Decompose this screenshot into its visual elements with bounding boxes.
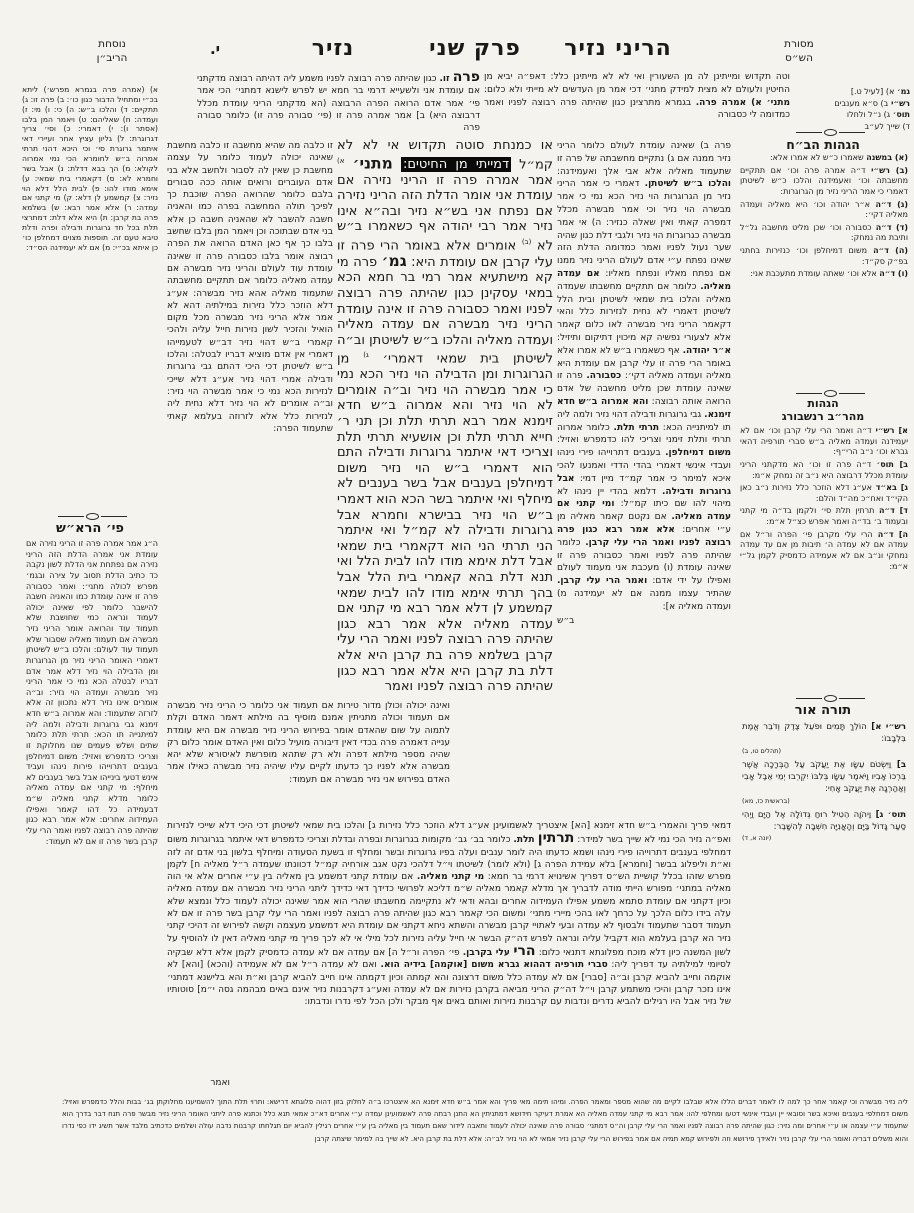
torah-or-verse: רש״י א] הוֹלֵךְ תָּמִים וּפֹעֵל צֶדֶק וְדֹבֵר אֱמֶת בִּלְבָבוֹ: (742, 722, 906, 745)
tosafot-mid-block: ואינה יכולה וכולן מדור טירות אם תעמוד אני כלומר כי הריני נזיר מבשרה אם תעמוד וכולה מתניתין אמנם מוסיף בה מילתא דאמר האדם וקלת לתמוה על שום שהאדם אומר בפירוש הריני נזיר מבשרה אם היא עומדת ענייה דאמרה פרה בכדי דאין דיבורה מועיל כלום ואין האדם אומר כלום רק שהיה מספר מילתא דפרה ולא רק שתהא מופרשת לאיסורא שלא יהא מבשרה אלא לפניו כך כדעתו לקיים עליו שיהיה נזיר מבשרה כאילו אמר האדם בפירוש אני נזיר מבשרה אם תעמוד: (167, 701, 450, 785)
bach-entry: (ב) רש״י ד״ה אמרה פרה וכו׳ אם תתקיים מחשבתה וכו׳ ואעמידנה והלכו כ״ש לשיטתן דאמרי כי אמר הריני נזיר מן הגרוגרות: (740, 165, 908, 196)
bach-entry: (ה) ד״ה משום דמיחלפן וכו׳ כנזירות בחתני בפ״ק סק״ד: (740, 246, 908, 266)
torah-or-source: (יונה א, ד) (742, 834, 772, 843)
page-title-perek: פרק שני (429, 36, 521, 61)
masoret-hashas-label (755, 38, 843, 72)
pi-harosh-text: ה״ג אמר אמרה פרה זו הריני נזירה אם עומדת אני אמרה הדלת הזה הריני נזירה אם נפתחת אני הדלת לשון נקבה כד כתיב הדלת תסוב על צירה ובגמ׳ מפרש לכולה מתני׳: ואמר כסבורה פרה זו אינה עומדת כמו והאניה חשבה להישבר כלומר לפי שאינה יכולה לעמוד ונראה כמי שחושבת שלא תעמוד עוד והרואה אומר הריני נזיר מבשרה אם תעמוד מאליה שסבור שלא תעמוד עוד לעולם: והלכו ב״ש לשיטתן דאמרי האומר הריני נזיר מן הגרוגרות ומן הדבילה הוי נזיר דלא אמר אדם דבריו לבטלה הכא נמי כי אמר הריני נזיר מבשרה ועמדה הוי נזיר: וב״ה אומרים אינו נזיר דלא נתכוון זה אלא לזרזה שתעמוד: והא אמרוה ב״ש חדא זימנא גבי גרוגרות ודבילה ולמה ליה למיתנייה תו הכא: תרתי תלת כלומר שתים ושלש פעמים שנו מחלוקת זו וצריכי כדמפרש ואזיל: משום דמיחלפן בענבים דתרוייהו פירות נינהו ועביד אינש דטעי בינייהו אבל בשר בענבים לא מיחלף: מי קתני אם עמדה מאליה כלומר מדלא קתני מאליה ש״מ דבעמידה כל דהו קאמר ואפילו העמידוה אחרים: אלא אמר רבא כגון שהיתה פרה רבוצה לפניו ואמר הרי עלי קרבן בשר פרה זו אם לא תעמוד: (26, 539, 158, 846)
bottom-continuation-block: ליה נזיר מבשרה וכי קאמר אחר כך למה לו לאמר דברים הללו אלא שבלבו לקיים מה שהוא מספר ומאמר הפרה. ומיהו תימה מאי פריך והא אמר ב״ש חדא זימנא הא איצטרכו ב״ה לחלוק בזון דהוה פלוגתא דרישא: ותרוי תלת התוך להשמיענו מחלוקתן בג׳ בבות והלל כדמפרש ואזיל: משום דמחלפי בענבים ואיכא בשר וסובאי יין ועבדי אינשי דטעו ומחלפי להו: אמר רבא מי קתני עמדה מאליה הא אמרת דעיקר חידושא דמתניתין הא התנן רבתה פרה לאשמועינן עמדה ע״י אחרים דא״כ אמאי תנא כלל וכתנא פרה ליתני האומר הריני נזיר מבשר פרה תנח דבר בדרך הוא שתעמוד ע״י עצמה או ע״י אחרים ומה נזיר: כגון שהיתה פרה רבוצה לפניו ואמר הרי עלי קרבן וה״ס דמתני׳ סבורה פרה שאינה יכולה לעמוד ותאבה לידור שאם תעמוד בין מאליה בין ע״י אחרים רגילין להביא יום תגלחתו קרבנות נדבה עולה ושלמים כדכתיב מלבד אשר תשיג ידו כפי נדרו והוא משלים דבריה ואומר הרי עלי קרבן נזיר ולאידך פירושא וזה ולפירוש קמא תמיה אם אמר בפירוש הרי עלי קרבן נזיר אמאי לא הוי נזיר לב״ה: אלא דלת בת קרבן היא. לא שייך בה למימר שיצתה קרבן (62, 1098, 908, 1143)
tosafot-wide-block: דמאי פריך והאמרי ב״ש חדא זימנא [הא] איצטריך לאשמועינן אע״ג דלא הוזכר כלל נזירות ג] והלכו בית שמאי לשיטתן דכי היכי דלא שייכי לנזירות ואפ״ה נזיר הכי נמי לא שייך בשר למידר: תרתין תלת. כלומר בב׳ גב׳ מקומות בגרוגרות ובפרה ובדלת וצריכי כדמפרש דאי איתמר בגרוגרות משום דמחלפי בענבים דתרוייהו פירי נינהו ושמא כדעתו היה לומר ענבים ועלה בפיו גרוגרות ובשר ומחלף זו בשעת הסעודה ומיחלף בלשון בני אדם זה לזה וא״ת וליפלוג בבשר [וחמרא] בלא עמידת הפרה ג] (ולא לומר) לשיטתו וי״ל דלהכי נקט אגב אורחיה קמ״ל דכוונתו שעמדה ר״ל מאליה ח] לקמן מפרש שזהו בכלל קושיית הש״ס דפריך אשינויא דרמי בר חמא: מי קתני מאליה. אם עומדת קתני דמשמע בין מאליה בין ע״י אחרים אלא אי הוה מאליה במתני׳ מפורש הייתי מודה לדבריך אך מדלא קאמר מאליה ש״מ דליכא לפרושי כדידך דאי כדידך ליתני הריני נזיר מבשרה אם עמדה מאליה וכיון דקתני אם עומדת סתמא משמע אפילו העמידוה אחרים ובהא ודאי לא נתקיימה מחשבתו שהרי הוא אמר שאינה יכולה לעמוד כלל ונמצא שלא עלה בידו כלום הלכך על כרחך לאו בהכי מיירי מתני׳ ומשום הכי קאמר רבא כגון שהיתה פרה רבוצה לפניו ואמר הרי עלי קרבן בשר פרה זו אם לא תעמוד דסבר שתעמוד ולבסוף לא עמדה ובעי לאתויי קרבן מבשרה והשתא ניחא דקתני אם עומדת היא דמשמע מעצמה וקשה לפירוש זה דהיכי קתני נזיר הא קרבן בעלמא הוא דקביל עליה ונראה לפרש דה״ק הבשר אי חייל עליה נזירות לכל מילי אי לא לכך פריך מי קתני מאליה דאין לו להוסיף על לשון המשנה כיון דלא מוכח מפלוגתא דתנאי כלום: הרי עלי בקרבן. פי׳ הפרה ור״ל ה] אם עמדה אם לא עמדה כדמסיק לקמן אלא דלא שבקיה לסיומי למילתיה עד דפריך ליה: סברי תורפיה דההוא גברא משום [אוקמה] בידיה הוא. ואם לא עמדה ר״ל אם לא אעמידה (והכא) [והא] לא אוקמה וחייב להביא קרבן וב״ה [סברי] אם לא עמדה כלל משום דרצונה והא קמתה וכיון דקמתה אינו חייב להביא קרבן וא״ת והא בלישנא דמתני׳ אינו נזכר קרבן והיכי משתמע קרבן וי״ל דה״ק הריני מביאה בקרבן נזירות אם לא עמדה ואע״ג דקרבנות נזיר אינם באים מבהמה גסה י״מ] סוטותיו של נזיר אבל היו רגילים להביא נדרים ונדבות עם קרבנות נזירות ואותם באים אף מבקר ולכן הכל לפי נדרו ונדבתו: (167, 821, 731, 1008)
ranschburg-entry: ה] ד״ה הרי עלי מקרבן פי׳ הפרה ור״ל אם עמדה אם לא עמדה ה׳ תיבות מן אם עד עמדה נמחקי ונ״ב אם לא אעמידה כדמסיק לקמן גל״י א״מ: (740, 529, 908, 571)
pi-harosh-title: פי׳ הרא״ש (56, 521, 124, 536)
ranschburg-entry: ג] בא״ד אע״ג דלא הוזכר כלל נזירות נ״ב כאן הקי״ד ואח״כ מה״ד והלם: (740, 483, 908, 503)
masoret-hashas-entries (793, 86, 910, 134)
tosafot-catchword: ואמר (210, 1078, 230, 1088)
ranschburg-entry: א] רש״י ד״ה ואמר הרי עלי קרבן וכו׳ אם לא יעמידנה ועמדה מאליה ב״ש סברי תורפיה דהאי גברא וכו׳ נ״ב הרי״ף: (740, 426, 908, 457)
masoret-entry: תוס׳ ג) נ״ל ולחלו (846, 110, 910, 120)
bach-entry: (ד) ד״ה כסבורה וכו׳ שכן מליט מחשבה גל״ל ותיבת מה נמחק: (740, 222, 908, 243)
bach-entry: (א) במשנה שאמרו כ״ש לא אמרו אלא: (769, 153, 908, 162)
hagahot-ranschburg-text (740, 426, 908, 688)
nuschat-harivan-text: א) (אמרה פרה בגמרא מפרש׳) ליתא בכ״י ומתחיל הדבור כגון כו׳: ב) פרה זו: ג) תתקיים: ד) והלכו ב״ש: ה) כי: ו) מי: ז) ועמדה: ח) שאליהם: ט) ויאמר המן בלבו (אסתר ו): י) דאמרי: כ) וסי׳ צריך דגרוגרת: ל) גליון עציץ אחר ועיירי דאי איתמר גרוגרת סי׳ וכי היכא דהני תרתי אמרוה ב״ש לחומרא הכי נמי אמרוה לקולא: מ) הך בבא דדלת: נ) אבל בשר וחמרא לא: ס) דקאמרי בית שמאי: ע) אימא מודו להו: פ) לבית הלל דלא הוי נזיר: צ) קמשמע לן דלא: ק) מי קתני אם עמדה: ר) אלא אמר רבא: ש) בשלמא פרה בת קרבן: ת) היא אלא דלת: דמתרצי תלת בכל חד גרוגרות ודבילה ופרה ודלת טיבא טעם זה. תוספות מצוים דמחלפן כו׳ כן איתא בכ״י: מ) אם לא יעמידנה הס״ד: (22, 85, 158, 252)
section-divider-ornament (770, 694, 890, 702)
rashi-top-block: וטה תקדוש ומייתינן לה מן השעורין ואי לא לא מייתינן כלל: דאפ״ה יביא מן החיטין ולעולם לא מצית למידק מתני׳ דכי אמר מן העדשים לא מייתי ולא כלום: מתני׳ א) אמרה פרה. בגמרא מתרצינן כגון שהיתה פרה רבוצה לפניו ואמר כמדומה לי כסבורה (484, 72, 790, 121)
daf-number: י. (209, 40, 221, 58)
rivan-label-line1: נוסחת (98, 38, 126, 50)
page-title-chapter-name: הריני נזיר (564, 36, 672, 61)
ranschburg-title-line2: מהר״ב רנשבורג (781, 409, 865, 423)
hagahot-habach-text (740, 153, 908, 385)
torah-or-source: (תהלים טו, ב) (742, 746, 781, 755)
page-title-masechet: נזיר (311, 36, 355, 61)
torah-or-verse: ב] וַיִּשְׂטֹם עֵשָׂו אֶת יַעֲקֹב עַל הַבְּרָכָה אֲשֶׁר בֵּרְכוֹ אָבִיו וַיֹּאמֶר עֵשָׂו בְּלִבּוֹ יִקְרְבוּ יְמֵי אֵבֶל אָבִי וְאַהַרְגָה אֶת יַעֲקֹב אָחִי: (742, 759, 906, 795)
hagahot-habach-title: הגהות הב״ח (786, 137, 860, 152)
tosafot-top-block: פרה זו. כגון שהיתה פרה רבוצה לפניו משמע ליה דהיתה רבוצה מדקתני אם עומדת אני ולשעייא דרמי בר חמא יש לפרש לישנא דמתני׳ הכי אמר פי׳ אמר אדם הרואה הפרה הרבוצה (הא מדקתני הריני עומדת מכלל דרבוצה היא) ב] אמר אמרה פרה זו (פי׳ סבורה פרה זו) כלומר סבורה פרה (197, 71, 480, 134)
section-divider-ornament (770, 389, 890, 397)
ranschburg-entry: ב] תוס׳ ד״ה פרה זו וכו׳ הא מדקתני הריני עומדת מכלל דרבוצה היא נ״ב זה נמחק א״מ: (740, 459, 908, 480)
rivan-label-line2: הריב״ן (96, 51, 128, 64)
torah-or-text (742, 721, 906, 891)
masoret-label-line2: הש״ס (785, 51, 813, 64)
hagahot-ranschburg-title (748, 398, 898, 423)
torah-or-source: (בראשית כז, מא) (742, 796, 790, 805)
tosafot-column: זו כלבה מה שהיא מחשבה זו כלבה מחשבת שאינה יכולה לעמוד כלומר על עצמה מחשבת כן שאין לה לסבור ולחשב אלא בני אדם העוברים ורואים אותה ככה סבורים בלבם כלומר שהרואה הפרה שוכבת כך לפיכך תולה המחשבה בפרה כמו והאניה חשבה להשבר לא שהאניה חשבה כן אלא בני אדם שבתוכה וכן ויאמר המן בלבו שחשב בלבו כך אף כאן האדם הרואה את הפרה רבוצה אומר בלבו כסבורה פרה זו שאינה עומדת עוד לעולם והריני נזיר מבשרה אם עמדה מאליה כלומר אם תתקיים מחשבתה שתעמוד מאליה אהא נזיר מבשרה: אע״ג דלא הוזכר כלל נזירות במילתיה דהא לא אמר אלא הריני נזיר מבשרה מכל מקום הואיל והזכיר לשון נזירות חייל עליה ולהכי קאמרי ב״ש דהוי נזיר דב״ש לטעמייהו דאמרי אין אדם מוציא דבריו לבטלה: והלכו ב״ש לשיטתן דכי היכי דהתם גבי גרוגרות ודבילה אמרי דהוי נזיר אע״ג דלא שייכי לנזירות הכא נמי כי אמר מבשרה הוי נזיר: וב״ה אומרים לא הוי נזיר דלא נחית ליה לנזירות כלל אלא לזרוזה בעלמא קאתי שתעמוד הפרה: (167, 141, 333, 434)
nuschat-harivan-label (68, 38, 156, 72)
masoret-entry: גמ׳ א) [לעיל ט.] (850, 87, 910, 96)
rashi-column: פרה ב) שאינה עומדת לעולם כלומר הריני נזיר ממנה אם ג) נתקיים מחשבתה של פרה זו שתעמוד מאליה אלא אבי אלך ואעמידנה: והלכו ב״ש לשיטתן. דאמרי כי אמר הריני נזיר מן הגרוגרות הוי נזיר הכא נמי כי אמר מבשרה הוי נזיר וכי אמר מבשרה מכלל דמפרה קאתי ואין שאלה כנזיר: ה) אי אמר מבשרה כגרוגרות הוי נזיר ולגבי דלת כגון שהיה שער נעול לפניו ואמר כמדומה הדלת הזה שאינו נפתח ע״י אדם לעולם הריני נזיר ממנו אם נפתח מאליו ונפתח מאליו: אם עמדה מאליה. כלומר אם תתקיים מחשבתו שעמדה מאליה והלכו בית שמאי לשיטתן ובית הלל לשיטתן דאמרי לא נחית לנזירות כלל והאי דקאמר הריני נזיר מבשרה לאו כלום קאמר אלא לצעורי נפשיה קא מיכוין דתיקום ותיזיל: א״ר יהודה. אף כשאמרו ב״ש לא אמרו אלא באומר הרי פרה זו עלי קרבן אם עומדת היא מאליה ועמדה מאליה דקי׳: כסבורה. פרה זו שאינה עומדת שכן מליט מחשבה של אדם הרואה אותה רבוצה: והא אמרוה ב״ש חדא זימנא. גבי גרוגרות ודבילה דהוי נזיר ולמה ליה תו למיתנייה הכא: תרתי תלת. כלומר אמרוה תרתי ותלת זימני וצריכי להו כדמפרש ואזיל: משום דמיחלפן. בענבים דתרוייהו פירי נינהו ועבדי אינשי דאמרי בהדי הדדי ואמנעו להכי איכא למימר כי אמר קמ״ד מיין דמי: אבל גרוגרות ודבילה. דלמא בהדי יין נינהו לא מיהוי להו שם כיתו קמ״ל: ומי קתני אם עמדה מאליה. אם נקטם קאמר מאליה מן ע״י אחרים: אלא אמר רבא כגון פרה רבוצה לפניו ואמר הרי עלי קרבן. כלומר שהיתה פרה לפניו ואמר כסבורה פרה זו שאינה עומדת (ו) מעכבת אני מעמוד לעולם ואפילו על ידי אדם: ואמר הרי עלי קרבן. שהתיר עצמו ממנה אם לא יעמידנה מ) ועמדה מאליה א]: ב״ש (557, 141, 731, 627)
section-divider-ornament (32, 512, 152, 520)
torah-or-verse: תוס׳ ג] וַיהֹוָה הֵטִיל רוּחַ גְּדוֹלָה אֶל הַיָּם וַיְהִי סַעַר גָּדוֹל בַּיָּם וְהָאֳנִיָּה חִשְּׁבָה לְהִשָּׁבֵר: (742, 809, 906, 832)
bach-entry: (ג) ד״ה א״ר יהודה וכו׳ היא מאליה ועמדה מאליה דקי׳: (740, 199, 908, 220)
bach-entry: (ו) ד״ה אלא וכו׳ שאתה עומדת מתעכבת אני: (750, 269, 908, 279)
ranschburg-entry: ד] ד״ה תרתין תלת סי׳ ולקמן בד״ה מי קתני ובעמוד ב׳ בד״ה ואמר אפרש כצ״ל א״מ: (740, 506, 908, 526)
gemara-text: או כמנחת סוטה תקדוש אי לא לא קמ״ל דמייתי מן החיטים: מתני׳ $^{א)}$ אמר אמרה פרה זו הריני נזירה אם עומדת אני אומר הדלת הזה הריני נזירה אם נפתח אני בש״א נזיר ובה״א אינו נזיר אמר רבי יהודה אף כשאמרו ב״ש לא $^{(ב)}$ אומרים אלא באומר הרי פרה זו עלי קרבן אם עומדת היא: גמ׳ פרה מי קא מישתעיא אמר רמי בר חמא הכא במאי עסקינן כגון שהיתה פרה רבוצה לפניו ואמר כסבורה פרה זו אינה עומדת הריני נזיר מבשרה אם עמדה מאליה ועמדה מאליה והלכו ב״ש לשיטתן וב״ה לשיטתן בית שמאי דאמרי׳ $^{ג)}$ מן הגרוגרות ומן הדבילה הוי נזיר הכא נמי כי אמר מבשרה הוי נזיר וב״ה אומרים לא הוי נזיר והא אמרוה ב״ש חדא זימנא אמר רבא תרתי תלת וכן תני ר׳ חייא תרתי תלת וכן אושעיא תרתי תלת וצריכי דאי איתמר גרוגרות ודבילה התם הוא דאמרי ב״ש הוי נזיר משום דמיחלפן בענבים אבל בשר בענבים לא מיחלף ואי איתמר בשר הכא הוא דאמרי ב״ש הוי נזיר בבישרא וחמרא אבל גרוגרות ודבילה לא קמ״ל ואי איתמר הני תרתי הני הוא דקאמרי בית שמאי אבל דלת אימא מודו להו לבית הלל ואי תנא דלת בהא קאמרי בית הלל אבל בהך תרתי אימא מודו להו לבית שמאי קמשמע לן דלא אמר רבא מי קתני אם עמדה מאליה אלא אמר רבא כגון שהיתה פרה רבוצה לפניו ואמר הרי עלי קרבן בשלמא פרה בת קרבן היא אלא דלת בת קרבן היא אלא אמר רבא כגון שהיתה פרה רבוצה לפניו ואמר (337, 138, 553, 695)
masoret-entry: רש״י ב) ס״א מענבים (834, 98, 910, 108)
ranschburg-title-line1: הגהות (807, 398, 839, 410)
torah-or-title: תורה אור (794, 703, 852, 718)
masoret-entry: ד) שייך לע״ב (864, 121, 910, 131)
masoret-label-line1: מסורת (784, 38, 814, 50)
